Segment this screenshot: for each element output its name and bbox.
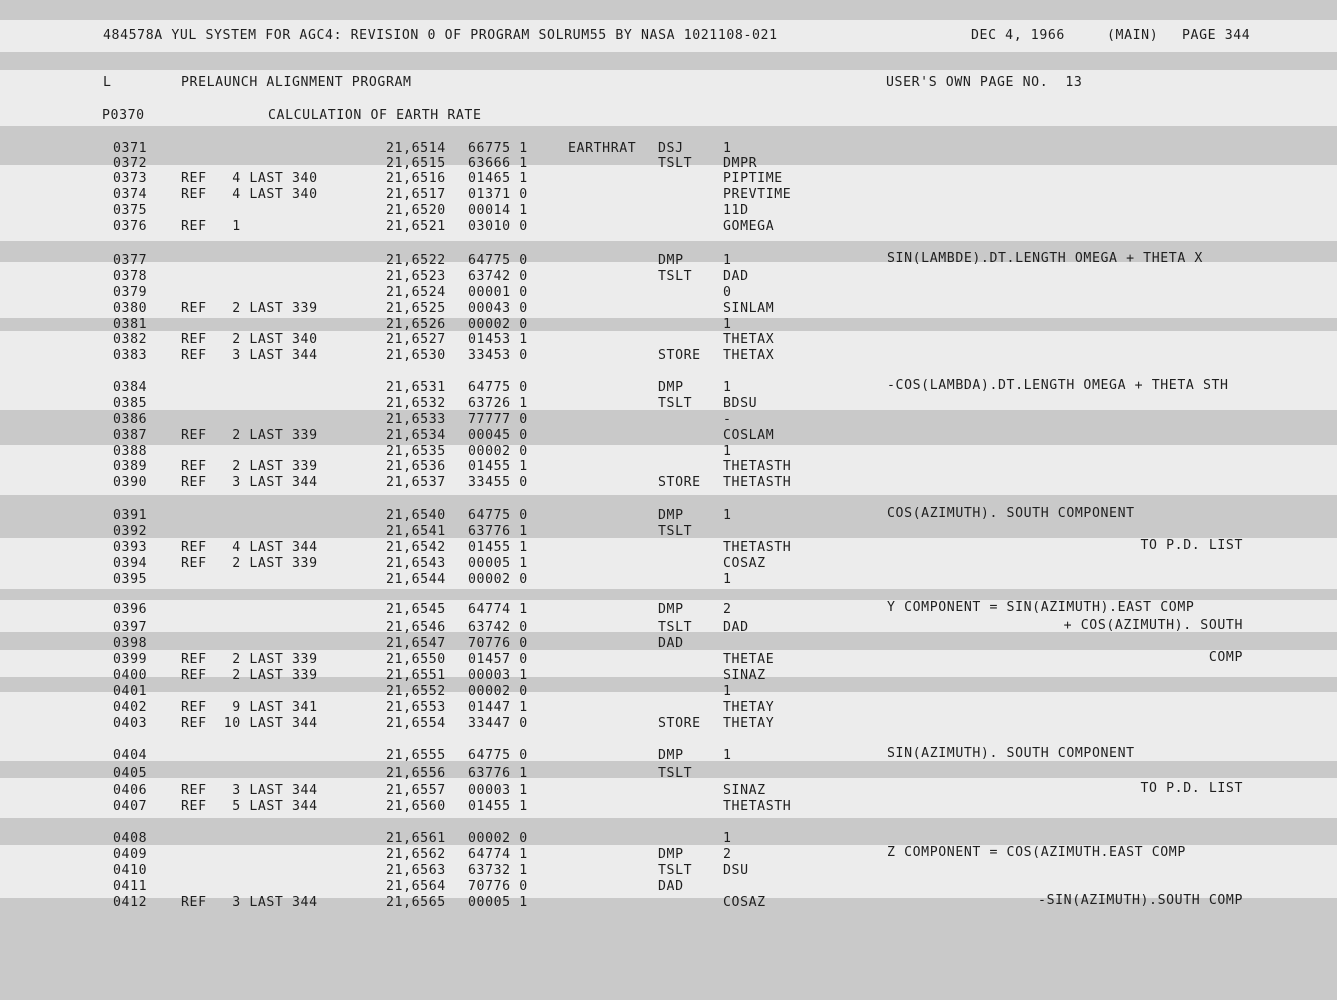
line-op: TSLT xyxy=(658,269,693,284)
line-num: 0409 xyxy=(113,847,148,862)
line-operand: 1 xyxy=(723,141,732,156)
line-operand: 1 xyxy=(723,684,732,699)
line-op: DMP xyxy=(658,508,684,523)
line-operand: DMPR xyxy=(723,156,758,171)
line-comment: SIN(LAMBDE).DT.LENGTH OMEGA + THETA X xyxy=(887,251,1203,266)
line-ref: REF 2 LAST 339 xyxy=(181,556,318,571)
line-addr: 21,6527 xyxy=(386,332,446,347)
line-addr: 21,6516 xyxy=(386,171,446,186)
line-code: 33447 0 xyxy=(468,716,528,731)
line-num: 0380 xyxy=(113,301,148,316)
line-addr: 21,6544 xyxy=(386,572,446,587)
line-code: 64775 0 xyxy=(468,748,528,763)
line-operand: THETAY xyxy=(723,716,775,731)
line-code: 63666 1 xyxy=(468,156,528,171)
line-code: 77777 0 xyxy=(468,412,528,427)
line-num: 0390 xyxy=(113,475,148,490)
line-ref: REF 2 LAST 339 xyxy=(181,428,318,443)
line-num: 0396 xyxy=(113,602,148,617)
line-addr: 21,6541 xyxy=(386,524,446,539)
line-code: 63742 0 xyxy=(468,620,528,635)
listing-section: (MAIN) xyxy=(1107,28,1159,43)
line-operand: COSAZ xyxy=(723,895,766,910)
line-ref: REF 10 LAST 344 xyxy=(181,716,318,731)
line-code: 63742 0 xyxy=(468,269,528,284)
line-num: 0387 xyxy=(113,428,148,443)
line-addr: 21,6545 xyxy=(386,602,446,617)
line-num: 0405 xyxy=(113,766,148,781)
line-num: 0398 xyxy=(113,636,148,651)
line-operand: COSLAM xyxy=(723,428,775,443)
line-operand: THETAE xyxy=(723,652,775,667)
line-code: 70776 0 xyxy=(468,879,528,894)
line-addr: 21,6534 xyxy=(386,428,446,443)
line-operand: THETASTH xyxy=(723,540,792,555)
paper-band xyxy=(0,895,1337,1000)
line-num: 0401 xyxy=(113,684,148,699)
line-addr: 21,6514 xyxy=(386,141,446,156)
line-code: 00003 1 xyxy=(468,668,528,683)
line-addr: 21,6561 xyxy=(386,831,446,846)
line-code: 01453 1 xyxy=(468,332,528,347)
line-num: 0412 xyxy=(113,895,148,910)
line-operand: COSAZ xyxy=(723,556,766,571)
line-operand: SINAZ xyxy=(723,668,766,683)
line-code: 01455 1 xyxy=(468,799,528,814)
line-addr: 21,6556 xyxy=(386,766,446,781)
line-op: STORE xyxy=(658,716,701,731)
line-addr: 21,6531 xyxy=(386,380,446,395)
line-comment: SIN(AZIMUTH). SOUTH COMPONENT xyxy=(887,746,1135,761)
line-addr: 21,6546 xyxy=(386,620,446,635)
line-addr: 21,6515 xyxy=(386,156,446,171)
line-code: 00014 1 xyxy=(468,203,528,218)
line-code: 64775 0 xyxy=(468,253,528,268)
line-num: 0395 xyxy=(113,572,148,587)
line-op: TSLT xyxy=(658,620,693,635)
line-addr: 21,6564 xyxy=(386,879,446,894)
line-code: 00045 0 xyxy=(468,428,528,443)
line-label: EARTHRAT xyxy=(568,141,637,156)
line-operand: PREVTIME xyxy=(723,187,792,202)
line-num: 0371 xyxy=(113,141,148,156)
line-addr: 21,6555 xyxy=(386,748,446,763)
paper-band xyxy=(0,589,1337,600)
line-code: 64774 1 xyxy=(468,847,528,862)
line-addr: 21,6537 xyxy=(386,475,446,490)
line-operand: 1 xyxy=(723,831,732,846)
line-num: 0399 xyxy=(113,652,148,667)
line-addr: 21,6536 xyxy=(386,459,446,474)
line-code: 63776 1 xyxy=(468,766,528,781)
line-addr: 21,6554 xyxy=(386,716,446,731)
line-addr: 21,6535 xyxy=(386,444,446,459)
line-ref: REF 9 LAST 341 xyxy=(181,700,318,715)
line-comment: + COS(AZIMUTH). SOUTH xyxy=(1063,618,1243,633)
line-num: 0411 xyxy=(113,879,148,894)
line-code: 00005 1 xyxy=(468,895,528,910)
line-addr: 21,6552 xyxy=(386,684,446,699)
line-num: 0391 xyxy=(113,508,148,523)
line-num: 0382 xyxy=(113,332,148,347)
line-addr: 21,6565 xyxy=(386,895,446,910)
line-code: 64775 0 xyxy=(468,380,528,395)
line-id: P0370 xyxy=(102,108,145,123)
line-ref: REF 4 LAST 344 xyxy=(181,540,318,555)
line-code: 01455 1 xyxy=(468,459,528,474)
line-operand: 1 xyxy=(723,444,732,459)
line-num: 0377 xyxy=(113,253,148,268)
line-num: 0374 xyxy=(113,187,148,202)
system-header-line: 484578A YUL SYSTEM FOR AGC4: REVISION 0 OF PROGRAM SOLRUM55 BY NASA 1021108-021 xyxy=(103,28,778,43)
line-addr: 21,6517 xyxy=(386,187,446,202)
line-code: 00002 0 xyxy=(468,831,528,846)
line-addr: 21,6523 xyxy=(386,269,446,284)
line-op: DAD xyxy=(658,636,684,651)
line-operand: SINAZ xyxy=(723,783,766,798)
line-code: 01457 0 xyxy=(468,652,528,667)
line-addr: 21,6563 xyxy=(386,863,446,878)
line-num: 0393 xyxy=(113,540,148,555)
line-operand: 2 xyxy=(723,847,732,862)
line-num: 0394 xyxy=(113,556,148,571)
line-num: 0389 xyxy=(113,459,148,474)
line-operand: 1 xyxy=(723,748,732,763)
line-num: 0386 xyxy=(113,412,148,427)
line-num: 0400 xyxy=(113,668,148,683)
line-comment: -COS(LAMBDA).DT.LENGTH OMEGA + THETA STH xyxy=(887,378,1229,393)
line-comment: Y COMPONENT = SIN(AZIMUTH).EAST COMP xyxy=(887,600,1195,615)
line-code: 63776 1 xyxy=(468,524,528,539)
line-code: 00005 1 xyxy=(468,556,528,571)
line-op: STORE xyxy=(658,348,701,363)
line-op: DMP xyxy=(658,602,684,617)
line-code: 00001 0 xyxy=(468,285,528,300)
line-op: DSJ xyxy=(658,141,684,156)
line-comment: COMP xyxy=(1208,650,1243,665)
line-operand: SINLAM xyxy=(723,301,775,316)
line-addr: 21,6542 xyxy=(386,540,446,555)
line-ref: REF 2 LAST 340 xyxy=(181,332,318,347)
line-ref: REF 3 LAST 344 xyxy=(181,348,318,363)
line-code: 63732 1 xyxy=(468,863,528,878)
line-num: 0402 xyxy=(113,700,148,715)
page-number: PAGE 344 xyxy=(1182,28,1251,43)
line-num: 0383 xyxy=(113,348,148,363)
line-operand: GOMEGA xyxy=(723,219,775,234)
line-code: 01455 1 xyxy=(468,540,528,555)
line-operand: 1 xyxy=(723,253,732,268)
paper-band xyxy=(0,318,1337,331)
line-num: 0381 xyxy=(113,317,148,332)
line-ref: REF 2 LAST 339 xyxy=(181,652,318,667)
line-num: 0397 xyxy=(113,620,148,635)
line-addr: 21,6551 xyxy=(386,668,446,683)
line-operand: THETASTH xyxy=(723,799,792,814)
line-num: 0410 xyxy=(113,863,148,878)
line-num: 0376 xyxy=(113,219,148,234)
line-addr: 21,6560 xyxy=(386,799,446,814)
line-operand: DAD xyxy=(723,620,749,635)
paper-band xyxy=(0,0,1337,20)
line-ref: REF 5 LAST 344 xyxy=(181,799,318,814)
routine-title: CALCULATION OF EARTH RATE xyxy=(268,108,482,123)
line-ref: REF 2 LAST 339 xyxy=(181,301,318,316)
line-code: 01465 1 xyxy=(468,171,528,186)
line-code: 70776 0 xyxy=(468,636,528,651)
line-code: 00002 0 xyxy=(468,572,528,587)
line-op: TSLT xyxy=(658,863,693,878)
user-page-number: USER'S OWN PAGE NO. 13 xyxy=(886,75,1083,90)
line-addr: 21,6525 xyxy=(386,301,446,316)
line-num: 0372 xyxy=(113,156,148,171)
paper-band xyxy=(0,818,1337,845)
line-comment: Z COMPONENT = COS(AZIMUTH.EAST COMP xyxy=(887,845,1186,860)
line-num: 0384 xyxy=(113,380,148,395)
line-operand: BDSU xyxy=(723,396,758,411)
paper-band xyxy=(0,52,1337,70)
line-operand: THETAX xyxy=(723,332,775,347)
line-addr: 21,6532 xyxy=(386,396,446,411)
line-code: 66775 1 xyxy=(468,141,528,156)
line-operand: 1 xyxy=(723,380,732,395)
line-addr: 21,6553 xyxy=(386,700,446,715)
line-ref: REF 3 LAST 344 xyxy=(181,783,318,798)
line-operand: THETASTH xyxy=(723,475,792,490)
line-comment: COS(AZIMUTH). SOUTH COMPONENT xyxy=(887,506,1135,521)
line-addr: 21,6524 xyxy=(386,285,446,300)
line-comment: TO P.D. LIST xyxy=(1140,781,1243,796)
line-op: TSLT xyxy=(658,156,693,171)
line-code: 01447 1 xyxy=(468,700,528,715)
line-num: 0373 xyxy=(113,171,148,186)
line-addr: 21,6540 xyxy=(386,508,446,523)
line-op: DMP xyxy=(658,380,684,395)
line-op: DMP xyxy=(658,748,684,763)
line-operand: THETAY xyxy=(723,700,775,715)
line-num: 0404 xyxy=(113,748,148,763)
program-title: PRELAUNCH ALIGNMENT PROGRAM xyxy=(181,75,412,90)
line-addr: 21,6550 xyxy=(386,652,446,667)
line-operand: 1 xyxy=(723,572,732,587)
line-num: 0403 xyxy=(113,716,148,731)
line-code: 00002 0 xyxy=(468,444,528,459)
line-ref: REF 4 LAST 340 xyxy=(181,171,318,186)
line-code: 01371 0 xyxy=(468,187,528,202)
line-operand: PIPTIME xyxy=(723,171,783,186)
line-num: 0406 xyxy=(113,783,148,798)
line-operand: THETAX xyxy=(723,348,775,363)
line-addr: 21,6557 xyxy=(386,783,446,798)
line-op: DAD xyxy=(658,879,684,894)
line-code: 00043 0 xyxy=(468,301,528,316)
line-comment: -SIN(AZIMUTH).SOUTH COMP xyxy=(1038,893,1243,908)
line-addr: 21,6543 xyxy=(386,556,446,571)
line-addr: 21,6522 xyxy=(386,253,446,268)
line-code: 64775 0 xyxy=(468,508,528,523)
line-ref: REF 4 LAST 340 xyxy=(181,187,318,202)
line-operand: THETASTH xyxy=(723,459,792,474)
line-ref: REF 1 xyxy=(181,219,241,234)
line-comment: TO P.D. LIST xyxy=(1140,538,1243,553)
line-num: 0408 xyxy=(113,831,148,846)
line-operand: DAD xyxy=(723,269,749,284)
line-operand: 0 xyxy=(723,285,732,300)
line-op: STORE xyxy=(658,475,701,490)
line-ref: REF 3 LAST 344 xyxy=(181,895,318,910)
line-operand: 1 xyxy=(723,317,732,332)
line-num: 0375 xyxy=(113,203,148,218)
line-num: 0407 xyxy=(113,799,148,814)
line-num: 0379 xyxy=(113,285,148,300)
line-num: 0385 xyxy=(113,396,148,411)
line-operand: 11D xyxy=(723,203,749,218)
line-code: 00002 0 xyxy=(468,684,528,699)
line-operand: DSU xyxy=(723,863,749,878)
line-op: DMP xyxy=(658,253,684,268)
line-addr: 21,6547 xyxy=(386,636,446,651)
line-operand: - xyxy=(723,412,732,427)
line-addr: 21,6562 xyxy=(386,847,446,862)
line-op: TSLT xyxy=(658,524,693,539)
line-operand: 1 xyxy=(723,508,732,523)
listing-date: DEC 4, 1966 xyxy=(971,28,1065,43)
line-addr: 21,6521 xyxy=(386,219,446,234)
line-code: 64774 1 xyxy=(468,602,528,617)
line-code: 33453 0 xyxy=(468,348,528,363)
line-code: 00003 1 xyxy=(468,783,528,798)
line-addr: 21,6526 xyxy=(386,317,446,332)
line-op: TSLT xyxy=(658,766,693,781)
line-operand: 2 xyxy=(723,602,732,617)
line-num: 0392 xyxy=(113,524,148,539)
line-addr: 21,6530 xyxy=(386,348,446,363)
line-ref: REF 3 LAST 344 xyxy=(181,475,318,490)
line-num: 0388 xyxy=(113,444,148,459)
line-addr: 21,6533 xyxy=(386,412,446,427)
line-code: 00002 0 xyxy=(468,317,528,332)
line-code: 03010 0 xyxy=(468,219,528,234)
line-code: 33455 0 xyxy=(468,475,528,490)
line-num: 0378 xyxy=(113,269,148,284)
line-op: DMP xyxy=(658,847,684,862)
line-addr: 21,6520 xyxy=(386,203,446,218)
line-code: 63726 1 xyxy=(468,396,528,411)
log-letter: L xyxy=(103,75,112,90)
line-ref: REF 2 LAST 339 xyxy=(181,668,318,683)
line-ref: REF 2 LAST 339 xyxy=(181,459,318,474)
line-op: TSLT xyxy=(658,396,693,411)
